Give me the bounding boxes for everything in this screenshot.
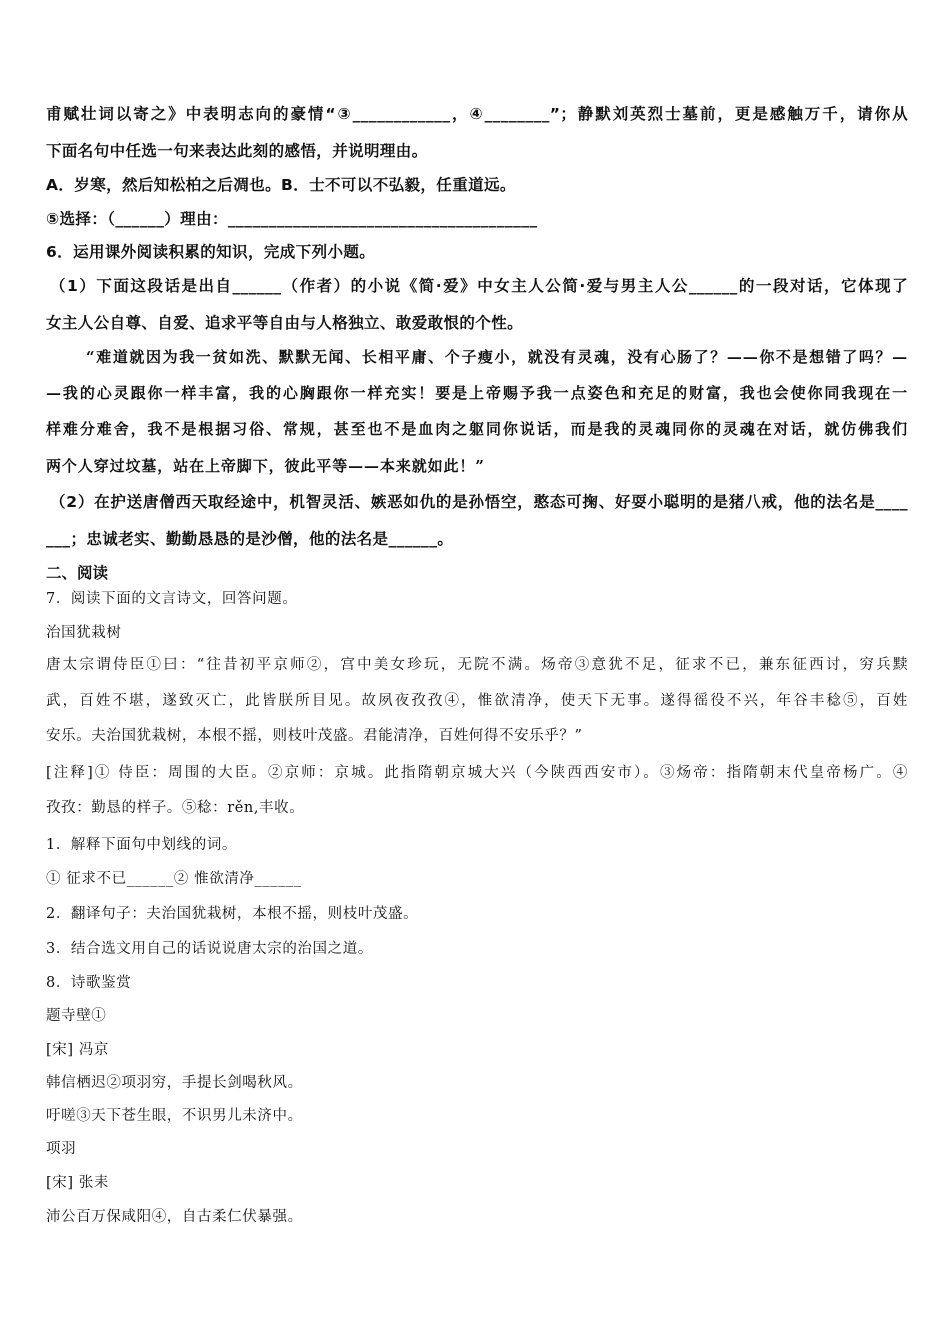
quote-line-2: —我的心灵跟你一样丰富，我的心胸跟你一样充实！要是上帝赐予我一点姿色和充足的财富，我也会使你同我现在一 (46, 384, 908, 402)
q6-part1-line-2: 女主人公自尊、自爱、追求平等自由与人格独立、敢爱敢恨的个性。 (46, 314, 524, 332)
q6-heading: 6．运用课外阅读积累的知识，完成下列小题。 (46, 243, 376, 261)
annotation-line-2: 孜孜：勤恳的样子。⑤稔：rěn,丰收。 (46, 800, 305, 816)
q7-sub1: 1．解释下面句中划线的词。 (46, 837, 238, 853)
q7-sub3: 3．结合选文用自己的话说说唐太宗的治国之道。 (46, 941, 373, 957)
poem1-line-1: 韩信栖迟②项羽穷，手提长剑喝秋风。 (46, 1075, 303, 1091)
quote-line-3: 样难分难舍，我不是根据习俗、常规，甚至也不是血肉之躯同你说话，而是我的灵魂同你的灵魂在对话，就仿佛我们 (46, 420, 908, 438)
poem2-author: [宋] 张耒 (46, 1175, 110, 1191)
q7-sub1-blanks: ① 征求不已______② 惟欲清净______ (46, 871, 302, 887)
q5-options: A．岁寒，然后知松柏之后凋也。B．士不可以不弘毅，任重道远。 (46, 176, 516, 194)
poem2-line-1: 沛公百万保咸阳④，自古柔仁伏暴强。 (46, 1209, 303, 1225)
passage-line-1: 唐太宗谓侍臣①曰：“往昔初平京师②，宫中美女珍玩，无院不满。炀帝③意犹不足，征求不已，兼东征西讨，穷兵黩 (46, 657, 908, 673)
poem1-title: 题寺壁① (46, 1008, 107, 1024)
passage-title: 治国犹栽树 (46, 625, 122, 641)
q5-answer-blank: ⑤选择：（______）理由：______________________________________ (46, 210, 538, 228)
poem1-line-2: 吁嗟③天下苍生眼，不识男儿未济中。 (46, 1108, 303, 1124)
passage-line-2: 武，百姓不堪，遂致灭亡，此皆朕所目见。故夙夜孜孜④，惟欲清净，使天下无事。遂得徭役不兴，年谷丰稔⑤，百姓 (46, 693, 908, 709)
q6-part2-line-2: ___；忠诚老实、勤勤恳恳的是沙僧，他的法名是______。 (46, 530, 454, 548)
poem1-author: [宋] 冯京 (46, 1042, 110, 1058)
q7-heading: 7．阅读下面的文言诗文，回答问题。 (46, 591, 298, 607)
q7-sub2: 2．翻译句子：夫治国犹栽树，本根不摇，则枝叶茂盛。 (46, 906, 419, 922)
annotation-line-1: [注释]① 侍臣：周围的大臣。②京师：京城。此指隋朝京城大兴（今陕西西安市）。③炀帝：指隋朝末代皇帝杨广。④ (46, 765, 908, 781)
quote-line-1: “难道就因为我一贫如洗、默默无闻、长相平庸、个子瘦小，就没有灵魂，没有心肠了？——你不是想错了吗？— (86, 348, 908, 366)
poem2-title: 项羽 (46, 1141, 77, 1157)
section-reading-heading: 二、阅读 (46, 564, 109, 582)
passage-line-3: 安乐。夫治国犹栽树，本根不摇，则枝叶茂盛。君能清净，百姓何得不安乐乎？” (46, 728, 583, 744)
q6-part1-line-1: （1）下面这段话是出自______（作者）的小说《简·爱》中女主人公简·爱与男主人公______的一段对话，它体现了 (50, 277, 908, 295)
q8-heading: 8．诗歌鉴赏 (46, 975, 132, 991)
quote-line-4: 两个人穿过坟墓，站在上帝脚下，彼此平等——本来就如此！” (46, 457, 485, 475)
q5-text-line-1: 甫赋壮词以寄之》中表明志向的豪情“③____________，④________”；静默刘英烈士墓前，更是感触万千，请你从 (46, 105, 908, 123)
q6-part2-line-1: （2）在护送唐僧西天取经途中，机智灵活、嫉恶如仇的是孙悟空，憨态可掬、好耍小聪明的是猪八戒，他的法名是____ (50, 493, 908, 511)
q5-text-line-2: 下面名句中任选一句来表达此刻的感悟，并说明理由。 (46, 142, 428, 160)
